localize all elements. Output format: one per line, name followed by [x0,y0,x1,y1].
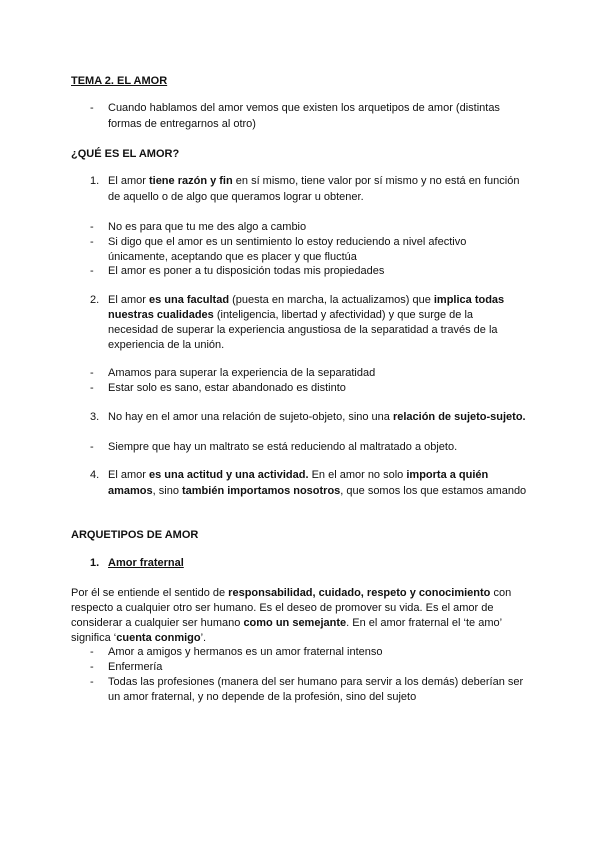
section-heading-que-es: ¿QUÉ ES EL AMOR? [71,148,180,160]
item-4-number: 4. [90,469,100,481]
bullet-text: Enfermería [108,661,163,673]
item-2-line-2: nuestras cualidades (inteligencia, libertad y afectividad) y que surge de la [108,309,474,321]
bullet-dash: - [90,382,94,394]
bullet-dash: - [90,221,94,233]
bullet-text: Amor a amigos y hermanos es un amor fraternal intenso [108,646,383,658]
item-1-line-1: El amor tiene razón y fin en sí mismo, tiene valor por sí mismo y no está en función [108,175,520,187]
bullet-dash: - [90,265,94,277]
intro-bullet-line-1: Cuando hablamos del amor vemos que existen los arquetipos de amor (distintas [108,102,500,114]
item-2-number: 2. [90,294,100,306]
bullet-dash: - [90,236,94,248]
document-title: TEMA 2. EL AMOR [71,75,168,87]
bullet-text: Si digo que el amor es un sentimiento lo estoy reduciendo a nivel afectivo [108,236,467,248]
bullet-dash: - [90,367,94,379]
item-4-line-2: amamos, sino también importamos nosotros, que somos los que estamos amando [108,485,527,497]
item-1-number: 1. [90,175,100,187]
paragraph-line-1: Por él se entiende el sentido de responsabilidad, cuidado, respeto y conocimiento con [71,587,512,599]
bullet-text-continuation: únicamente, aceptando que es placer y que fluctúa [108,251,357,263]
bullet-text: Todas las profesiones (manera del ser humano para servir a los demás) deberían ser [108,676,524,688]
bullet-text-continuation: un amor fraternal, y no depende de la profesión, sino del sujeto [108,691,417,703]
bullet-dash: - [90,661,94,673]
item-4-line-1: El amor es una actitud y una actividad. En el amor no solo importa a quién [108,469,489,481]
bullet-text: El amor es poner a tu disposición todas mis propiedades [108,265,385,277]
bullet-text: Amamos para superar la experiencia de la separatidad [108,367,376,379]
item-2-line-1: El amor es una facultad (puesta en marcha, la actualizamos) que implica todas [108,294,505,306]
paragraph-line-2: respecto a cualquier otro ser humano. Es el deseo de promover su vida. Es el amor de [71,602,494,614]
subheading-number: 1. [90,557,100,569]
item-2-line-3: necesidad de superar la experiencia angustiosa de la separatidad a través de la [108,324,498,336]
intro-bullet-line-2: formas de entregarnos al otro) [108,118,256,130]
bullet-text: Estar solo es sano, estar abandonado es distinto [108,382,346,394]
bullet-dash: - [90,441,94,453]
paragraph-line-3: considerar a cualquier ser humano como un semejante. En el amor fraternal el ‘te amo’ [71,617,503,629]
bullet-dash: - [90,102,94,114]
item-3-line-1: No hay en el amor una relación de sujeto-objeto, sino una relación de sujeto-sujeto. [108,411,526,423]
item-1-line-2: de aquello o de algo que queramos lograr u obtener. [108,191,364,203]
bullet-text: No es para que tu me des algo a cambio [108,221,307,233]
item-2-line-4: experiencia de la unión. [108,339,225,351]
bullet-dash: - [90,676,94,688]
item-3-number: 3. [90,411,100,423]
bullet-dash: - [90,646,94,658]
subheading-amor-fraternal: Amor fraternal [108,557,184,569]
paragraph-line-4: significa ‘cuenta conmigo’. [71,632,207,644]
section-heading-arquetipos: ARQUETIPOS DE AMOR [71,529,199,541]
bullet-text: Siempre que hay un maltrato se está reduciendo al maltratado a objeto. [108,441,458,453]
